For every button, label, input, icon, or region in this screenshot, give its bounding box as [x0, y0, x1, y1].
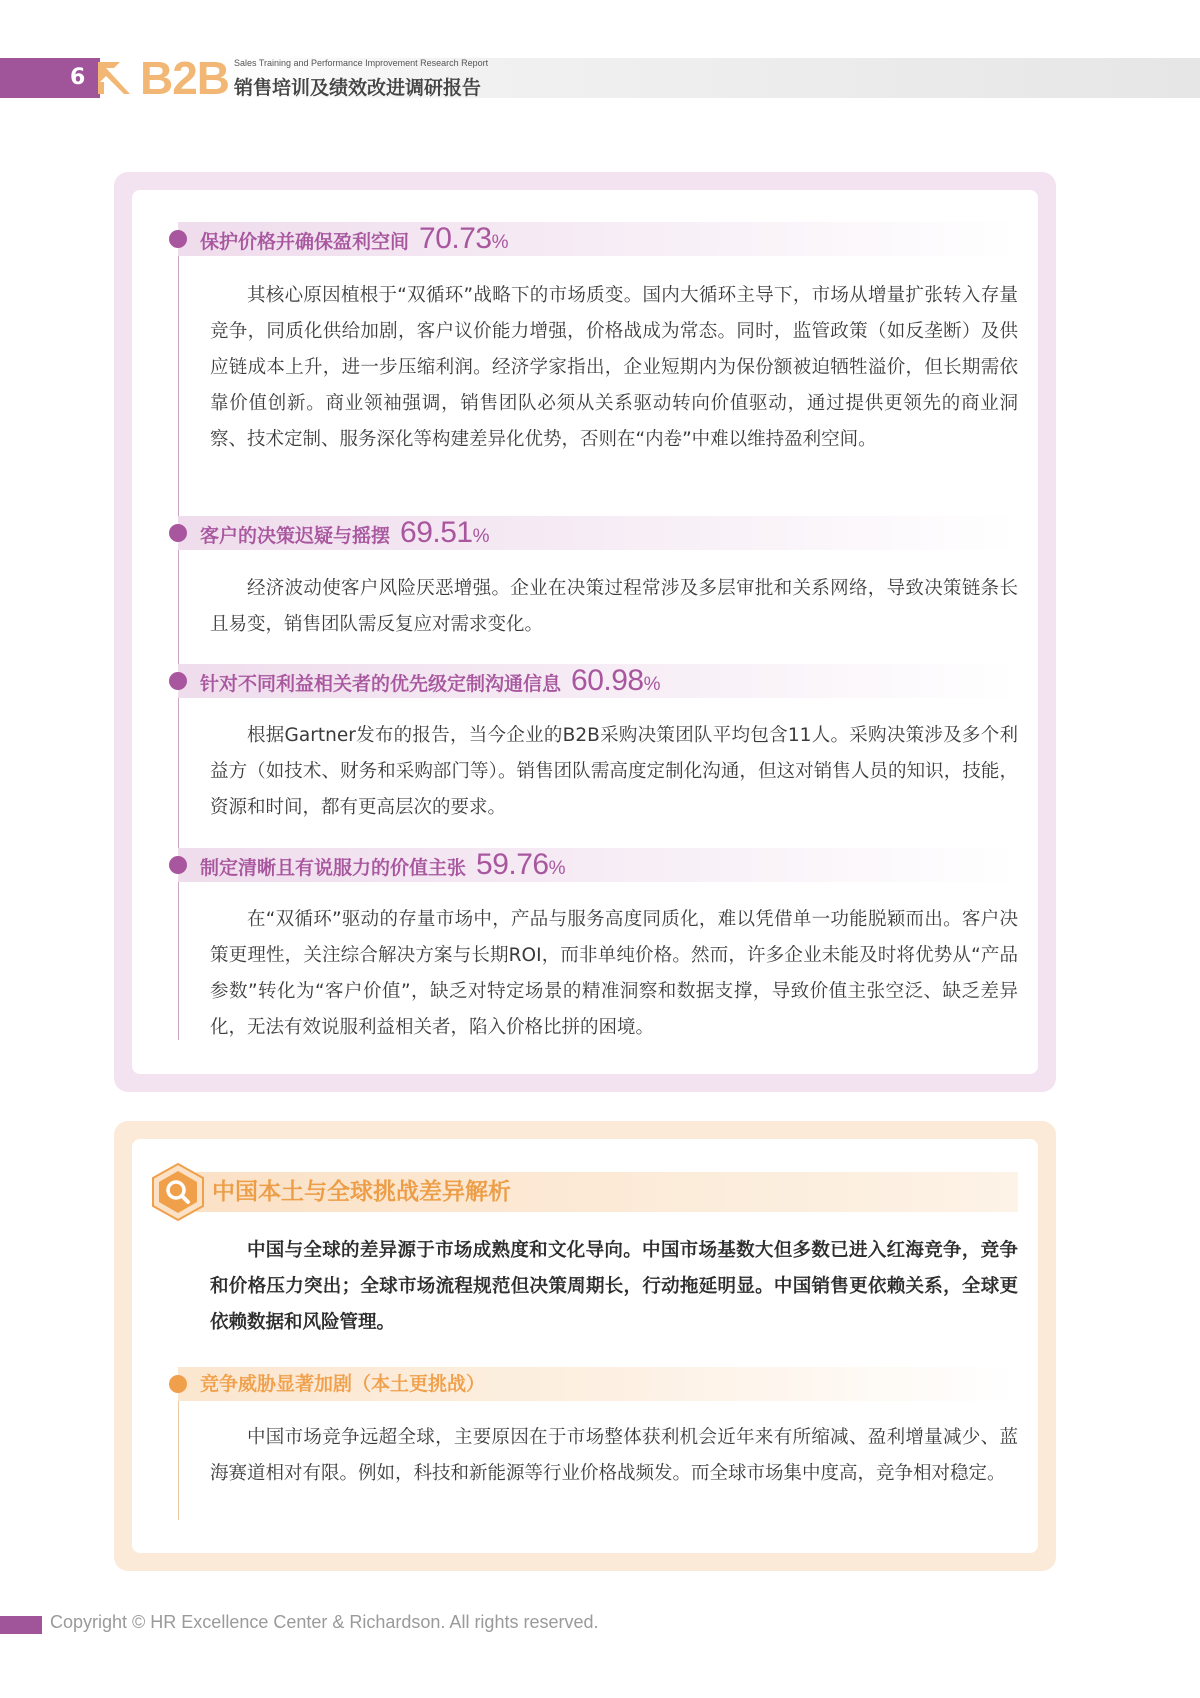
bullet-dot-icon: [169, 524, 187, 542]
page-number: 6: [0, 58, 100, 98]
timeline-line: [178, 1380, 179, 1520]
bullet-dot-icon: [169, 1375, 187, 1393]
section-header: [178, 222, 1018, 256]
copyright-text: Copyright © HR Excellence Center & Richardson. All rights reserved.: [50, 1612, 599, 1632]
section-percentage: 69.51%: [400, 516, 489, 549]
bullet-dot-icon: [169, 856, 187, 874]
panel-heading-text: 中国本土与全球挑战差异解析: [212, 1179, 511, 1205]
panel-intro: 中国与全球的差异源于市场成熟度和文化导向。中国市场基数大但多数已进入红海竞争，竞争和价格压力突出；全球市场流程规范但决策周期长，行动拖延明显。中国销售更依赖关系，全球更依赖数据和风险管理。: [210, 1240, 1018, 1333]
section-title: [200, 222, 508, 256]
section-header: [178, 516, 1018, 550]
section-header: [178, 664, 1018, 698]
section-title-text: 竞争威胁显著加剧（本土更挑战）: [200, 1373, 486, 1395]
section-body: 其核心原因植根于“双循环”战略下的市场质变。国内大循环主导下，市场从增量扩张转入存量竞争，同质化供给加剧，客户议价能力增强，价格战成为常态。同时，监管政策（如反垄断）及供应链成本上升，进一步压缩利润。经济学家指出，企业短期内为保份额被迫牺牲溢价，但长期需依靠价值创新。商业领袖强调，销售团队必须从关系驱动转向价值驱动，通过提供更领先的商业洞察、技术定制、服务深化等构建差异化优势，否则在“内卷”中难以维持盈利空间。: [210, 285, 1018, 450]
section-body: 在“双循环”驱动的存量市场中，产品与服务高度同质化，难以凭借单一功能脱颖而出。客户决策更理性，关注综合解决方案与长期ROI，而非单纯价格。然而，许多企业未能及时将优势从“产品参数”转化为“客户价值”，缺乏对特定场景的精准洞察和数据支撑，导致价值主张空泛、缺乏差异化，无法有效说服利益相关者，陷入价格比拼的困境。: [210, 909, 1018, 1038]
footer-bar: [0, 1616, 42, 1634]
section-percentage: 70.73%: [419, 222, 508, 255]
section-body: 根据Gartner发布的报告，当今企业的B2B采购决策团队平均包含11人。采购决策涉及多个利益方（如技术、财务和采购部门等）。销售团队需高度定制化沟通，但这对销售人员的知识，技能，资源和时间，都有更高层次的要求。: [210, 725, 1018, 818]
panel-heading: [196, 1172, 1018, 1212]
section-body: 经济波动使客户风险厌恶增强。企业在决策过程常涉及多层审批和关系网络，导致决策链条长且易变，销售团队需反复应对需求变化。: [210, 578, 1018, 635]
report-title-en: Sales Training and Performance Improvement Research Report: [234, 58, 489, 68]
bullet-dot-icon: [169, 230, 187, 248]
section-body: 中国市场竞争远超全球，主要原因在于市场整体获利机会近年来有所缩减、盈利增量减少、蓝海赛道相对有限。例如，科技和新能源等行业价格战频发。而全球市场集中度高，竞争相对稳定。: [210, 1427, 1018, 1484]
logo-text: B2B: [140, 52, 230, 104]
section-title: [200, 516, 489, 550]
section-title-text: 针对不同利益相关者的优先级定制沟通信息: [200, 673, 562, 695]
section-header: [178, 848, 1018, 882]
section-percentage: 59.76%: [476, 848, 565, 881]
section-title: [200, 664, 660, 698]
section-header: [178, 1367, 1018, 1401]
logo-arrow-icon: [98, 58, 138, 98]
section-title-text: 制定清晰且有说服力的价值主张: [200, 857, 467, 879]
timeline-line: [178, 235, 179, 1040]
section-title-text: 保护价格并确保盈利空间: [200, 231, 410, 253]
section-percentage: 60.98%: [571, 664, 660, 697]
report-title-cn: 销售培训及绩效改进调研报告: [234, 77, 482, 99]
section-title-text: 客户的决策迟疑与摇摆: [200, 525, 391, 547]
search-hexagon-icon: [150, 1162, 206, 1222]
section-title: [200, 848, 565, 882]
bullet-dot-icon: [169, 672, 187, 690]
